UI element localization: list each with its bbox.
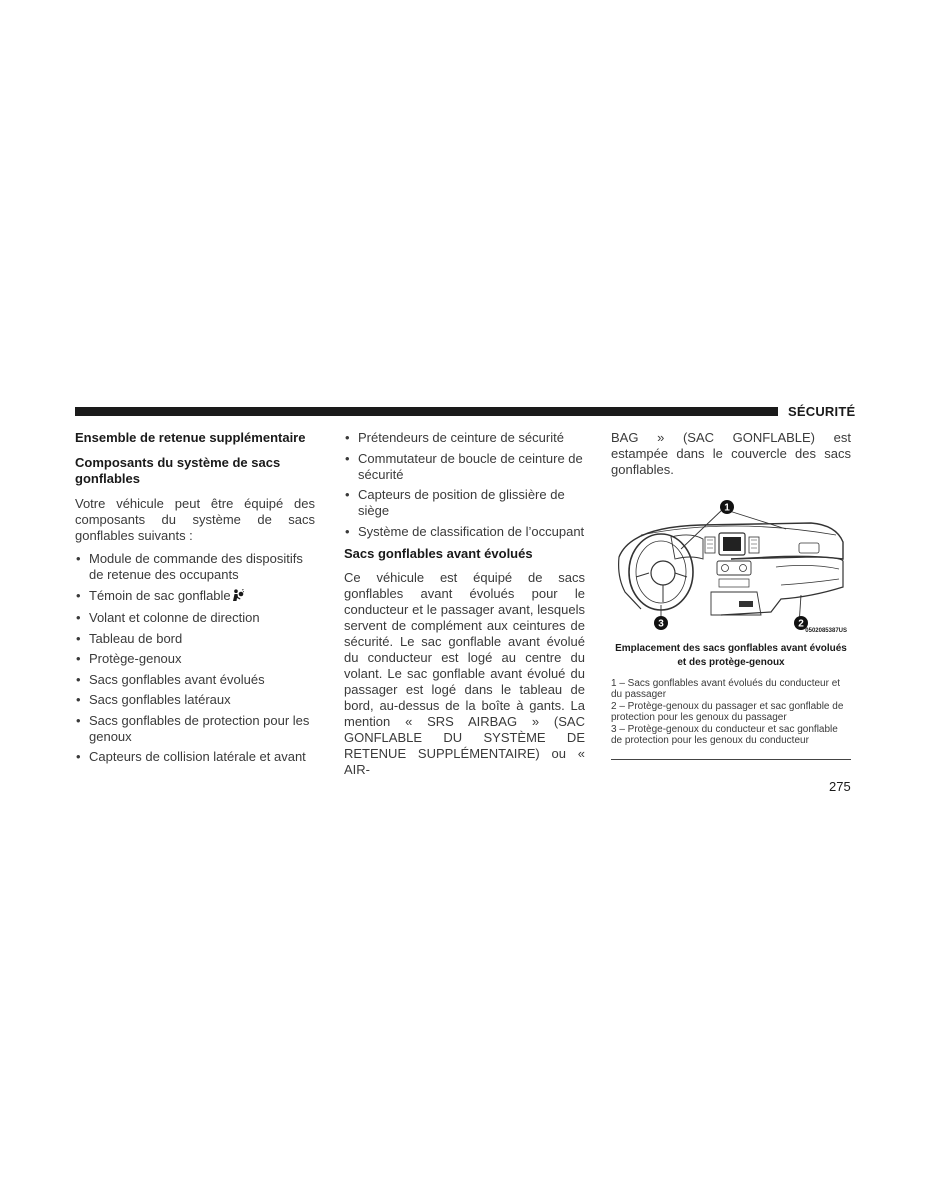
- heading-airbag-components: Composants du système de sacs gonflables: [75, 455, 281, 486]
- list-item: • Témoin de sac gonflable: [75, 588, 315, 606]
- legend-item: 1 – Sacs gonflables avant évolués du conducteur et du passager: [611, 678, 841, 700]
- legend-divider: [611, 759, 851, 760]
- list-item: • Commutateur de boucle de ceinture de sécurité: [344, 451, 585, 483]
- list-item: • Volant et colonne de direction: [75, 610, 315, 626]
- heading-advanced-front-airbags: Sacs gonflables avant évolués: [344, 545, 533, 561]
- list-item: • Capteurs de collision latérale et avant: [75, 749, 315, 765]
- list-item: • Sacs gonflables de protection pour les genoux: [75, 713, 315, 745]
- figure-id: 0502085387US: [805, 628, 847, 634]
- column-right: [611, 430, 851, 485]
- legend-item: 2 – Protège-genoux du passager et sac gonflable de protection pour les genoux du passager: [611, 701, 844, 723]
- list-item: • Prétendeurs de ceinture de sécurité: [344, 430, 585, 446]
- advanced-airbags-paragraph: Ce véhicule est équipé de sacs gonflables avant évolués pour le conducteur et le passager avant, lesquels servent de complément aux ceintures de sécurité. Le sac gonflable avant évolué du conducteur est logé au centre du volant. Le sac gonflable avant évolué du passager est logé dans le tableau de bord, au-dessus de la boîte à gants. La mention « SRS AIRBAG » (SAC GONFLABLE DU SYSTÈME DE RETENUE SUPPLÉMENTAIRE) ou « AIR-: [344, 569, 585, 777]
- figure-legend: [611, 678, 851, 747]
- list-item: • Sacs gonflables latéraux: [75, 692, 315, 708]
- dashboard-airbag-figure: [611, 497, 851, 637]
- components-list: [75, 551, 315, 765]
- page-number: 275: [829, 779, 851, 794]
- column-middle: [344, 430, 585, 785]
- intro-paragraph: Votre véhicule peut être équipé des composants du système de sacs gonflables suivants :: [75, 496, 315, 543]
- airbag-warning-icon: [232, 589, 244, 606]
- section-header-bar: [75, 407, 778, 416]
- figure-caption: Emplacement des sacs gonflables avant évolués et des protège-genoux: [615, 643, 847, 668]
- list-item: • Tableau de bord: [75, 631, 315, 647]
- list-item: • Module de commande des dispositifs de retenue des occupants: [75, 551, 315, 583]
- continued-paragraph: BAG » (SAC GONFLABLE) est estampée dans le couvercle des sacs gonflables.: [611, 430, 851, 477]
- list-item: • Sacs gonflables avant évolués: [75, 672, 315, 688]
- heading-restraint-system: Ensemble de retenue supplémentaire: [75, 430, 306, 445]
- dashboard-illustration: [611, 497, 851, 637]
- list-item: • Système de classification de l’occupant: [344, 524, 585, 540]
- callout-2: 2: [798, 618, 804, 630]
- list-item: • Capteurs de position de glissière de siège: [344, 487, 585, 519]
- callout-3: 3: [658, 618, 664, 630]
- components-list-continued: [344, 430, 585, 540]
- callout-1: 1: [724, 502, 730, 514]
- list-item: • Protège-genoux: [75, 651, 315, 667]
- column-left: [75, 430, 315, 770]
- legend-item: 3 – Protège-genoux du conducteur et sac gonflable de protection pour les genoux du conducteur: [611, 724, 838, 746]
- section-title: SÉCURITÉ: [788, 404, 856, 419]
